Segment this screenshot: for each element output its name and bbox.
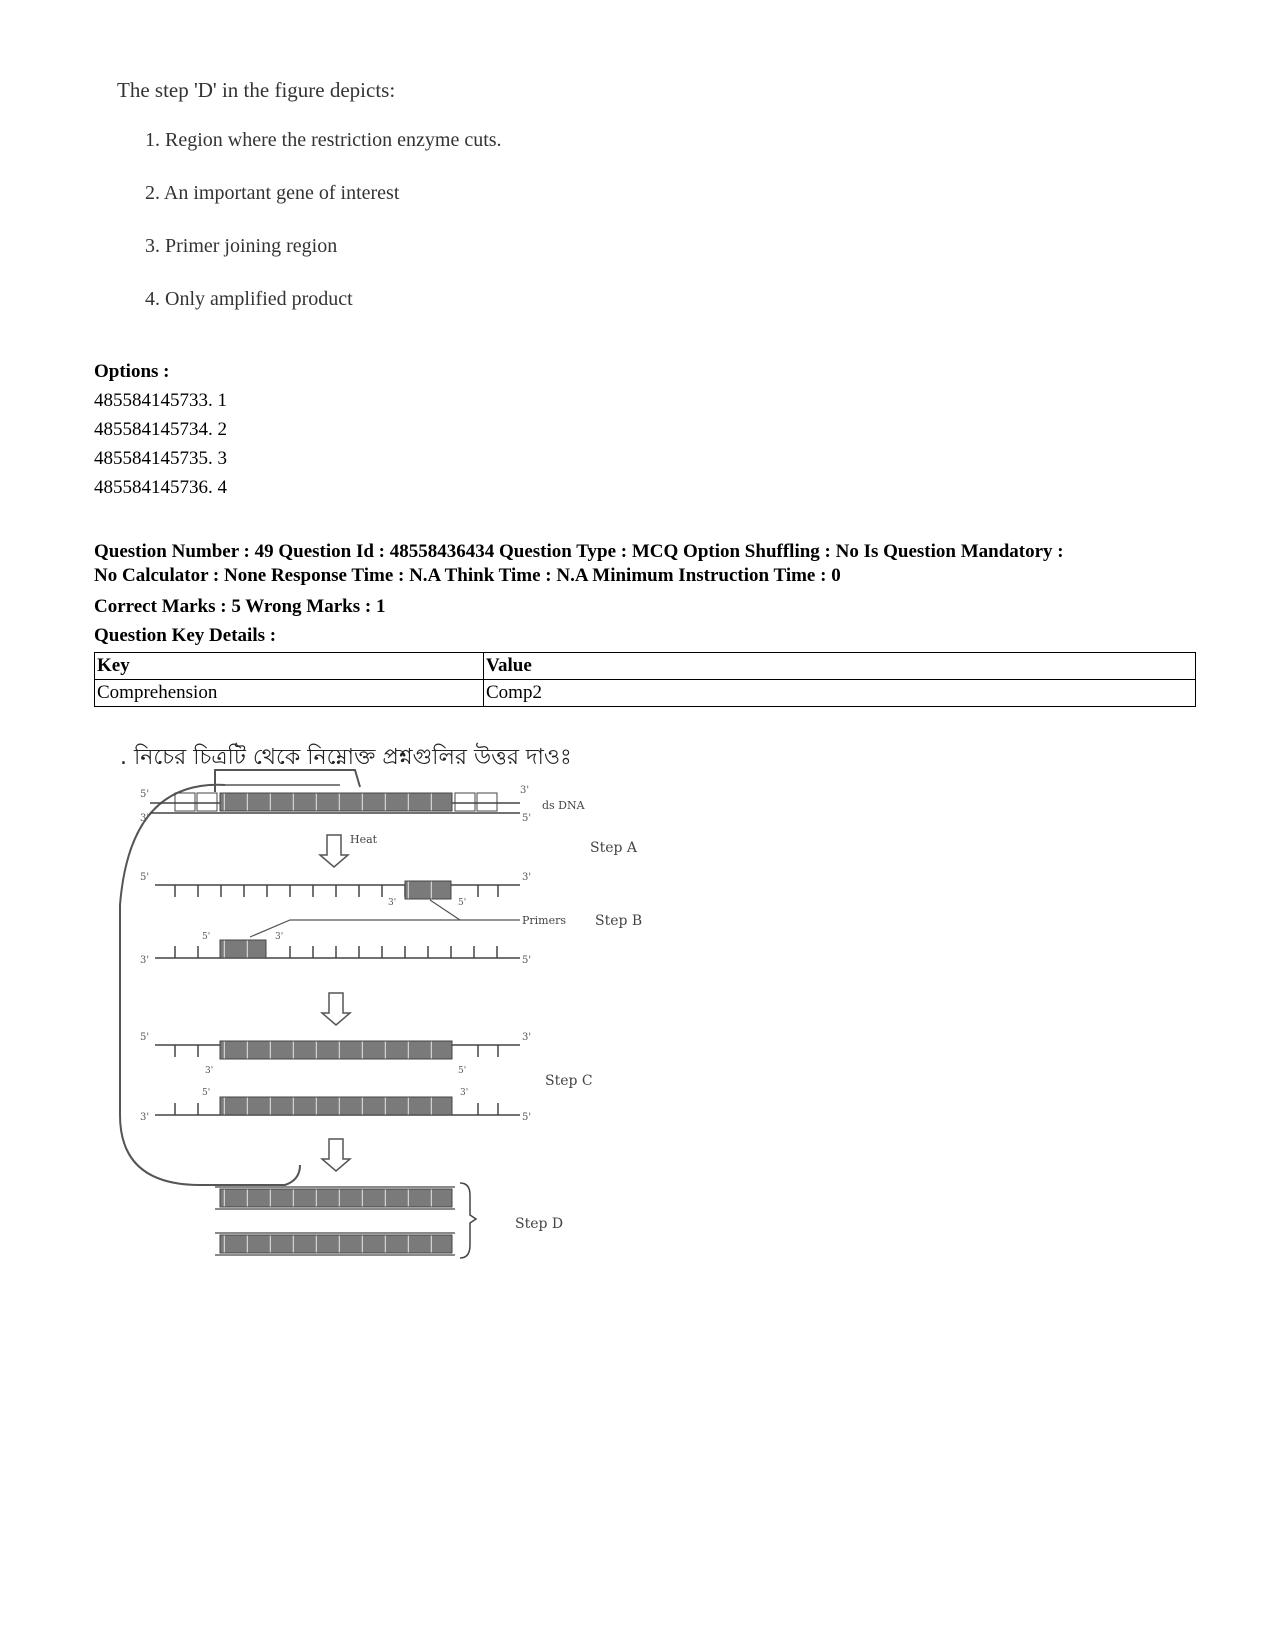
cycle-loop-arrow [120, 785, 300, 1185]
table-cell-value: Comp2 [484, 680, 1196, 707]
step-d-label: Step D [515, 1216, 564, 1232]
question-item-1: 1. Region where the restriction enzyme cuts. [145, 129, 502, 151]
meta-line-1: Question Number : 49 Question Id : 48558436434 Question Type : MCQ Option Shuffling : No Is Question Mandatory : [94, 541, 1064, 562]
amplified-products [215, 1183, 476, 1258]
svg-text:3': 3' [388, 898, 397, 908]
pcr-diagram [110, 725, 670, 1325]
five-prime-label: 5' [522, 813, 532, 824]
table-cell-key: Comprehension [95, 680, 484, 707]
step-c-label: Step C [545, 1073, 593, 1089]
primers-label: Primers [522, 914, 567, 927]
three-prime-label: 3' [140, 813, 150, 824]
single-strand-bottom [155, 940, 520, 958]
table-row [95, 680, 1196, 707]
single-strand-top [155, 881, 520, 899]
heat-label: Heat [350, 833, 378, 846]
svg-text:5': 5' [202, 1088, 211, 1098]
svg-text:5': 5' [202, 932, 211, 942]
extended-strand-top [155, 1041, 520, 1059]
svg-text:3': 3' [460, 1088, 469, 1098]
table-header-row [95, 653, 1196, 680]
extended-strand-bottom [155, 1097, 520, 1115]
option-1: 485584145733. 1 [94, 390, 227, 411]
option-4: 485584145736. 4 [94, 477, 227, 498]
meta-line-2: No Calculator : None Response Time : N.A Think Time : N.A Minimum Instruction Time : 0 [94, 565, 841, 586]
down-arrow-icon [322, 993, 350, 1025]
table-header-key: Key [95, 653, 484, 680]
svg-text:3': 3' [205, 1066, 214, 1076]
top-bracket-arrow [215, 770, 360, 792]
svg-text:3': 3' [275, 932, 284, 942]
question-item-4: 4. Only amplified product [145, 288, 353, 310]
option-2: 485584145734. 2 [94, 419, 227, 440]
figure-caption: . নিচের চিত্রটি থেকে নিম্নোক্ত প্রশ্নগুলির উত্তর দাওঃ [120, 745, 572, 770]
three-prime-label: 3' [520, 785, 530, 796]
svg-text:3': 3' [522, 872, 532, 883]
five-prime-label: 5' [140, 789, 150, 800]
question-meta [94, 540, 1204, 588]
question-item-2: 2. An important gene of interest [145, 182, 400, 204]
svg-text:5': 5' [458, 898, 467, 908]
svg-text:5': 5' [522, 1112, 532, 1123]
table-header-value: Value [484, 653, 1196, 680]
down-arrow-icon [322, 1139, 350, 1171]
dsdna-label: ds DNA [542, 799, 585, 812]
marks-section [94, 592, 385, 650]
svg-text:3': 3' [140, 1112, 150, 1123]
primer-pointer-line [430, 900, 520, 920]
options-heading: Options : [94, 361, 170, 382]
svg-text:5': 5' [140, 872, 150, 883]
svg-text:5': 5' [522, 955, 532, 966]
step-a-label: Step A [590, 840, 638, 856]
marks-line: Correct Marks : 5 Wrong Marks : 1 [94, 596, 386, 617]
svg-text:5': 5' [458, 1066, 467, 1076]
svg-text:3': 3' [522, 1032, 532, 1043]
down-arrow-icon [320, 835, 348, 867]
key-details-heading: Question Key Details : [94, 625, 277, 646]
key-details-table [94, 652, 1196, 707]
svg-text:3': 3' [140, 955, 150, 966]
svg-text:5': 5' [140, 1032, 150, 1043]
question-stem: The step 'D' in the figure depicts: [117, 78, 396, 102]
step-b-label: Step B [595, 913, 643, 929]
ds-dna [150, 793, 520, 813]
options-section [94, 357, 227, 502]
question-item-3: 3. Primer joining region [145, 235, 338, 257]
question-image [117, 78, 637, 341]
option-3: 485584145735. 3 [94, 448, 227, 469]
